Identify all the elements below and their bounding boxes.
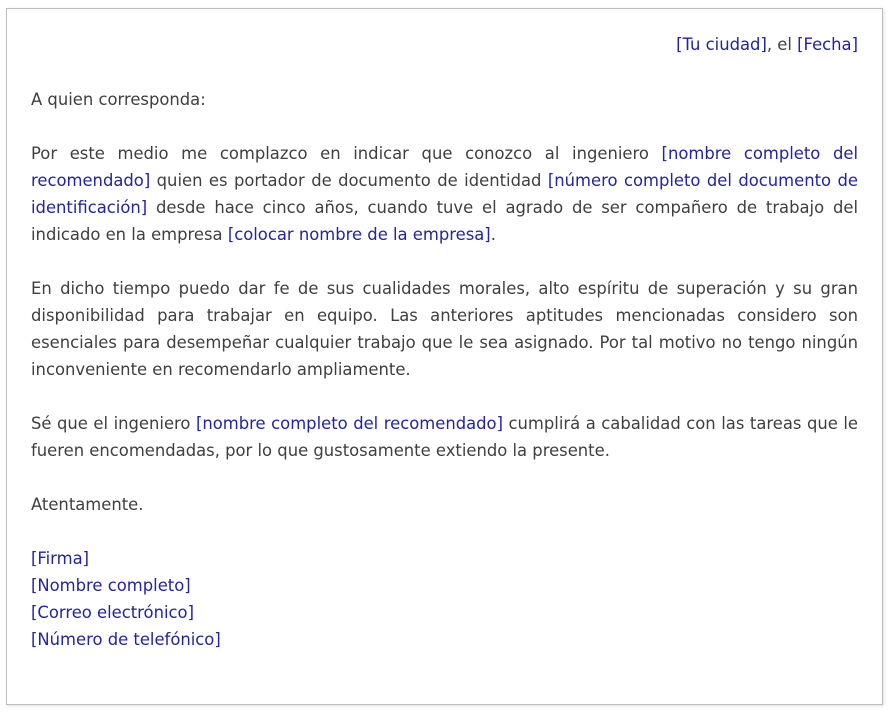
paragraph-qualities: En dicho tiempo puedo dar fe de sus cualidades morales, alto espíritu de superación y su gran disponibilidad para trabajar en equipo. Las anteriores aptitudes mencionadas considero son esenciales para desempeñar cualquier trabajo que le sea asignado. Por tal motivo no tengo ningún inconveniente en recomendarlo ampliamente. [31,279,858,379]
date-line [31,31,858,58]
paragraph-text: cumplirá a cabalidad con las tareas que le fueren encomendadas, por lo que gustosamente extiendo la presente. [31,414,858,460]
paragraph-text: quien es portador de documento de identidad [150,171,548,190]
greeting: A quien corresponda: [31,90,206,109]
date-placeholder: [Fecha] [797,35,858,54]
email-placeholder: [Correo electrónico] [31,603,194,622]
signature-placeholder: [Firma] [31,549,90,568]
letter-container [6,8,883,705]
date-separator: , el [766,35,798,54]
paragraph-text: . [490,225,496,244]
paragraph-text: Sé que el ingeniero [31,414,196,433]
id-number-placeholder: [número completo del documento de identificación] [31,171,858,217]
city-placeholder: [Tu ciudad] [676,35,767,54]
paragraph-introduction [31,140,858,248]
recommended-name-placeholder: [nombre completo del recomendado] [195,414,503,433]
closing: Atentamente. [31,495,144,514]
full-name-placeholder: [Nombre completo] [31,576,191,595]
paragraph-text: Por este medio me complazco en indicar que conozco al ingeniero [31,144,662,163]
paragraph-conclusion [31,410,858,464]
recommended-name-placeholder: [nombre completo del recomendado] [31,144,859,190]
paragraph-text: desde hace cinco años, cuando tuve el agrado de ser compañero de trabajo del indicado en la empresa [31,198,858,244]
signature-block [31,545,858,653]
phone-placeholder: [Número de telefónico] [31,630,221,649]
company-name-placeholder: [colocar nombre de la empresa] [227,225,491,244]
